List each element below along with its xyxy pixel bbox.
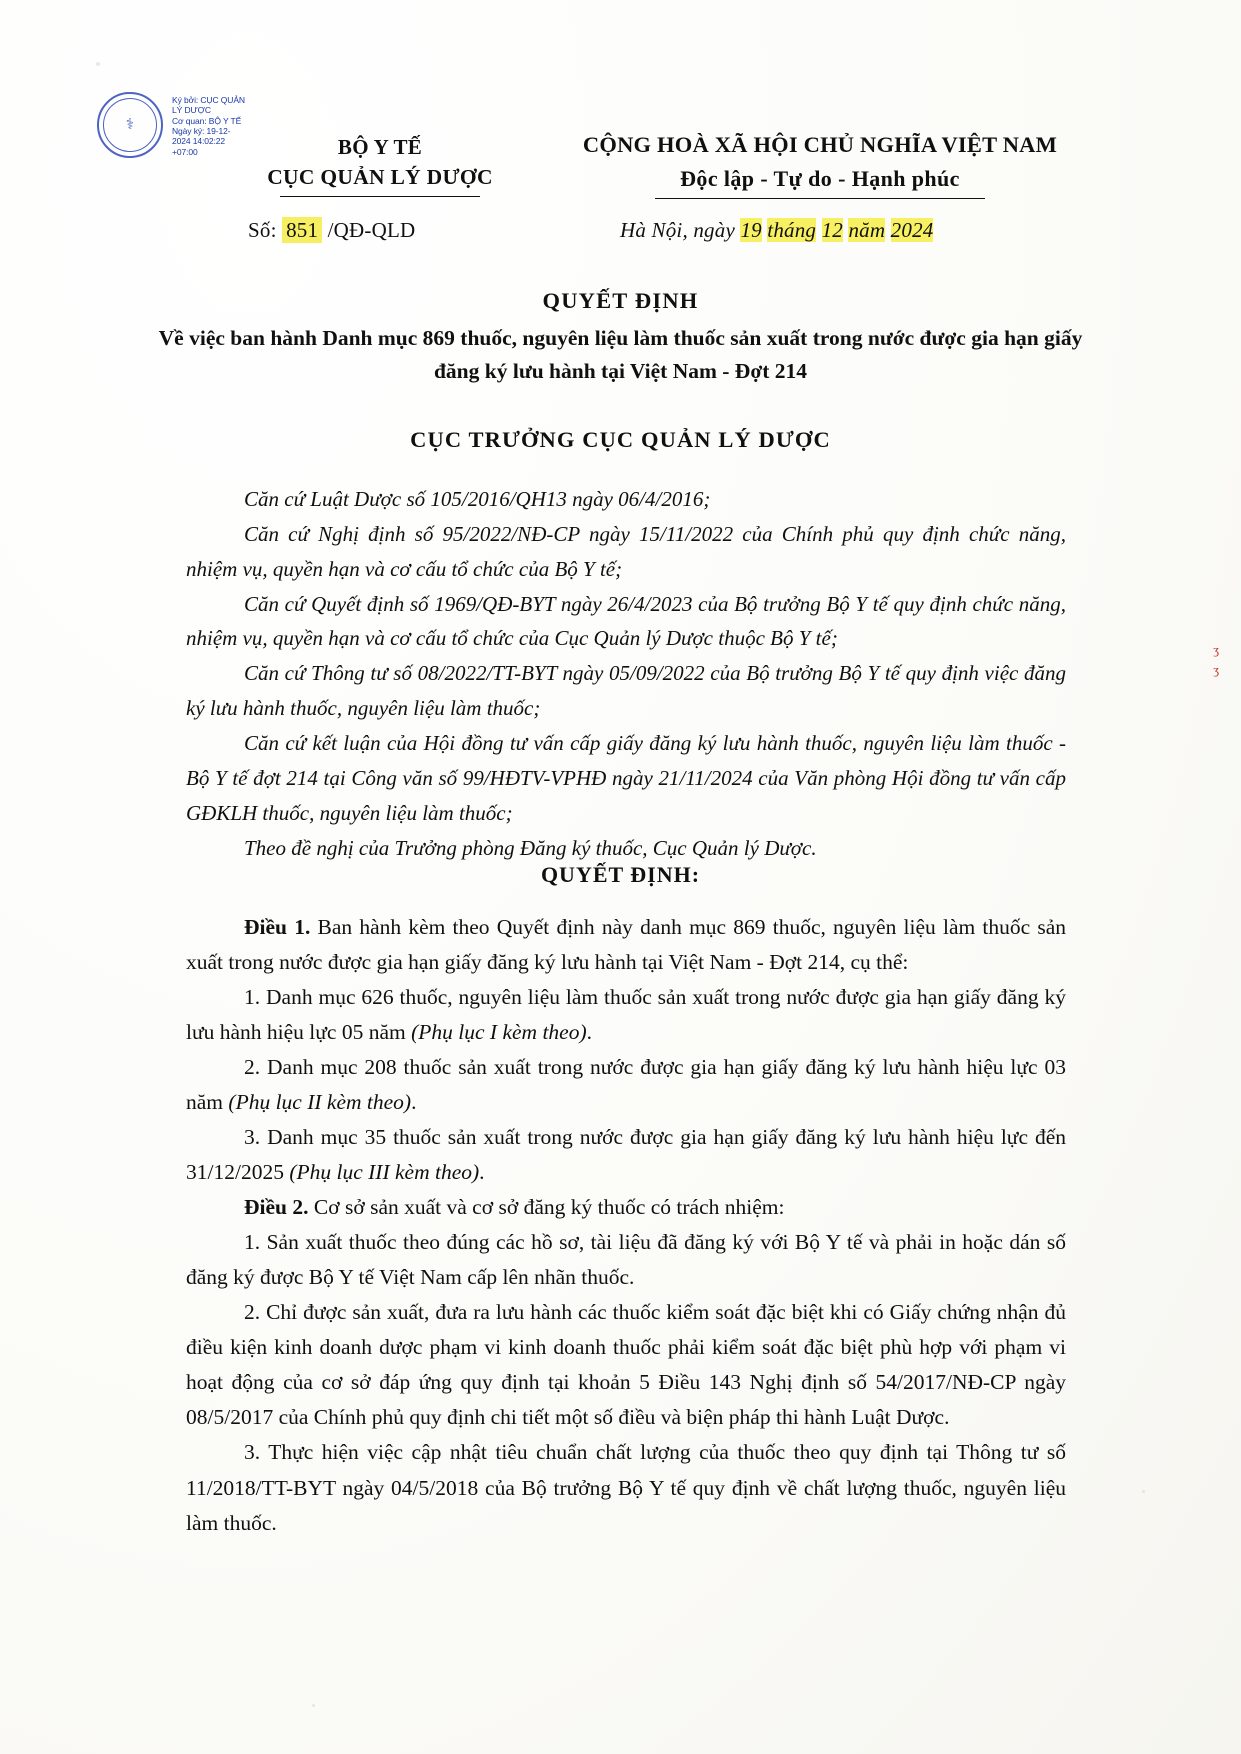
document-title-block bbox=[0, 288, 1241, 453]
issue-year-label: năm bbox=[848, 218, 886, 242]
issuing-authority: CỤC TRƯỞNG CỤC QUẢN LÝ DƯỢC bbox=[410, 426, 831, 452]
document-number-value: 851 bbox=[282, 217, 322, 243]
document-number bbox=[248, 218, 415, 243]
document-subtitle: Về việc ban hành Danh mục 869 thuốc, nguyên liệu làm thuốc sản xuất trong nước được gia hạn giấy đăng ký lưu hành tại Việt Nam - Đợt 214 bbox=[158, 326, 1083, 384]
preamble-paragraph: Căn cứ Thông tư số 08/2022/TT-BYT ngày 05/09/2022 của Bộ trưởng Bộ Y tế quy định việc đăng ký lưu hành thuốc, nguyên liệu làm thuốc; bbox=[186, 661, 1066, 721]
national-heading bbox=[520, 128, 1120, 199]
document-number-label: Số: bbox=[248, 218, 277, 242]
document-number-suffix: /QĐ-QLD bbox=[327, 218, 416, 242]
nation-line-1: CỘNG HOÀ XÃ HỘI CHỦ NGHĨA VIỆT NAM bbox=[582, 132, 1058, 157]
seal-glyph: ⚕ bbox=[125, 116, 135, 133]
article-text: 3. Thực hiện việc cập nhật tiêu chuẩn chất lượng của thuốc theo quy định tại Thông tư số 11/2018/TT-BYT ngày 04/5/2018 của Bộ trưởng Bộ Y tế quy định về chất lượng thuốc, nguyên liệu làm thuốc. bbox=[186, 1440, 1066, 1535]
issuing-organization bbox=[230, 132, 530, 197]
preamble-section bbox=[186, 482, 1066, 865]
signature-line-5: 2024 14:02:22 bbox=[172, 136, 226, 147]
preamble-paragraph: Căn cứ kết luận của Hội đồng tư vấn cấp giấy đăng ký lưu hành thuốc, nguyên liệu làm thuốc - Bộ Y tế đợt 214 tại Công văn số 99/HĐTV-VPHĐ ngày 21/11/2024 của Văn phòng Hội đồng tư vấn cấp GĐKLH thuốc, nguyên liệu làm thuốc; bbox=[186, 731, 1066, 825]
issue-day: 19 bbox=[740, 218, 762, 242]
article-paragraph bbox=[186, 1295, 1066, 1435]
org-line-2: CỤC QUẢN LÝ DƯỢC bbox=[267, 165, 493, 190]
paper-speck bbox=[312, 1704, 315, 1707]
signature-line-1: Ký bởi: CỤC QUẢN bbox=[172, 95, 245, 105]
article-paragraph bbox=[186, 1120, 1066, 1190]
preamble-paragraph: Căn cứ Quyết định số 1969/QĐ-BYT ngày 26/4/2023 của Bộ trưởng Bộ Y tế quy định chức năng, nhiệm vụ, quyền hạn và cơ cấu tổ chức của Cục Quản lý Dược thuộc Bộ Y tế; bbox=[186, 591, 1066, 651]
document-header bbox=[0, 95, 1241, 250]
org-divider bbox=[280, 196, 480, 198]
issue-date bbox=[620, 218, 933, 243]
article-paragraph bbox=[186, 1190, 1066, 1225]
article-text: Cơ sở sản xuất và cơ sở đăng ký thuốc có trách nhiệm: bbox=[308, 1195, 785, 1220]
article-label: Điều 2. bbox=[244, 1195, 309, 1220]
digital-seal-icon bbox=[97, 92, 163, 158]
article-paragraph bbox=[186, 980, 1066, 1050]
article-text: 2. Chỉ được sản xuất, đưa ra lưu hành các thuốc kiểm soát đặc biệt khi có Giấy chứng nhận đủ điều kiện kinh doanh dược phạm vi kinh doanh thuốc phải kiểm soát đặc biệt phù hợp với phạm vi hoạt động của cơ sở đáp ứng quy định tại khoản 5 Điều 143 Nghị định số 54/2017/NĐ-CP ngày 08/5/2017 của Chính phủ quy định chi tiết một số điều và biện pháp thi hành Luật Dược. bbox=[186, 1300, 1066, 1430]
signature-line-6: +07:00 bbox=[172, 146, 198, 157]
signature-line-3: Cơ quan: BỘ Y TẾ bbox=[172, 115, 242, 126]
issue-month: 12 bbox=[821, 218, 843, 242]
nation-divider bbox=[655, 198, 985, 200]
page-title: QUYẾT ĐỊNH bbox=[542, 288, 699, 313]
articles-section bbox=[186, 910, 1066, 1541]
article-paragraph bbox=[186, 1225, 1066, 1295]
article-paragraph bbox=[186, 1050, 1066, 1120]
org-line-1: BỘ Y TẾ bbox=[337, 135, 423, 159]
issue-place: Hà Nội, ngày bbox=[620, 218, 735, 242]
signature-line-2: LÝ DƯỢC bbox=[172, 105, 211, 116]
decide-heading: QUYẾT ĐỊNH: bbox=[540, 862, 701, 887]
preamble-paragraph: Theo đề nghị của Trưởng phòng Đăng ký thuốc, Cục Quản lý Dược. bbox=[244, 835, 817, 860]
article-text: 2. Danh mục 208 thuốc sản xuất trong nước được gia hạn giấy đăng ký lưu hành hiệu lực 03 năm (Phụ lục II kèm theo). bbox=[186, 1055, 1066, 1115]
signature-line-4: Ngày ký: 19-12- bbox=[172, 126, 231, 137]
article-paragraph bbox=[186, 910, 1066, 980]
article-label: Điều 1. bbox=[244, 915, 311, 939]
preamble-paragraph: Căn cứ Luật Dược số 105/2016/QH13 ngày 06/4/2016; bbox=[244, 487, 711, 511]
nation-line-2: Độc lập - Tự do - Hạnh phúc bbox=[680, 165, 960, 191]
paper-speck bbox=[1142, 1490, 1145, 1493]
article-paragraph bbox=[186, 1435, 1066, 1540]
margin-annotation: ʒ ʒ bbox=[1213, 642, 1219, 677]
issue-year: 2024 bbox=[890, 218, 934, 242]
preamble-paragraph: Căn cứ Nghị định số 95/2022/NĐ-CP ngày 15/11/2022 của Chính phủ quy định chức năng, nhiệm vụ, quyền hạn và cơ cấu tổ chức của Bộ Y tế; bbox=[186, 521, 1066, 581]
paper-speck bbox=[96, 62, 100, 66]
article-text: 3. Danh mục 35 thuốc sản xuất trong nước được gia hạn giấy đăng ký lưu hành hiệu lực đến 31/12/2025 (Phụ lục III kèm theo). bbox=[186, 1125, 1066, 1185]
article-text: Ban hành kèm theo Quyết định này danh mục 869 thuốc, nguyên liệu làm thuốc sản xuất trong nước được gia hạn giấy đăng ký lưu hành tại Việt Nam - Đợt 214, cụ thể: bbox=[186, 915, 1067, 975]
issue-month-label: tháng bbox=[767, 218, 817, 242]
article-text: 1. Danh mục 626 thuốc, nguyên liệu làm thuốc sản xuất trong nước được gia hạn giấy đăng ký lưu hành hiệu lực 05 năm (Phụ lục I kèm theo). bbox=[186, 985, 1066, 1045]
article-text: 1. Sản xuất thuốc theo đúng các hồ sơ, tài liệu đã đăng ký với Bộ Y tế và phải in hoặc dán số đăng ký được Bộ Y tế Việt Nam cấp lên nhãn thuốc. bbox=[186, 1230, 1066, 1290]
